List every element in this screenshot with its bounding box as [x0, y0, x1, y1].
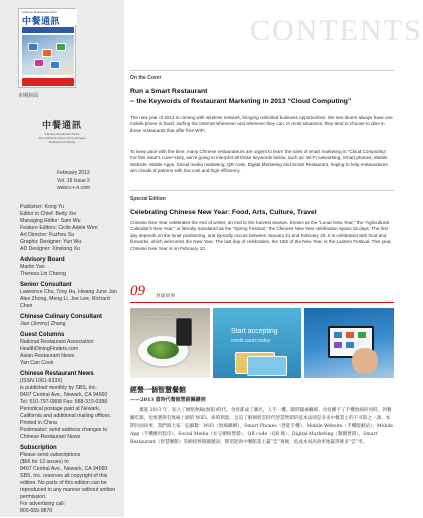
group-line: Asian Restaurant News — [20, 353, 75, 359]
group-line: Postmaster: send address changes to — [20, 427, 108, 433]
group-line: SBS, Inc. reserves all copyright of this — [20, 473, 108, 479]
masthead-staff-list — [20, 204, 122, 518]
staff-group — [20, 204, 122, 253]
cover-caption: 本期封面 — [18, 93, 39, 99]
special-edition-label: Special Edition — [130, 196, 166, 202]
cover-app-tile — [50, 61, 60, 69]
group-line: reproduced in any manner without written — [20, 487, 116, 493]
section-divider — [130, 190, 394, 191]
group-line: For advertising call: — [20, 501, 65, 507]
app-tile — [346, 342, 354, 348]
group-title: Guest Columns — [20, 332, 65, 338]
group-line: ($66 for 12 issues) to — [20, 459, 69, 465]
group-line: 800-655-9870 — [20, 508, 53, 514]
group-title: Senior Consultant — [20, 282, 72, 288]
feature-chinese-paragraph: 邁進 2013 年，迎入了網絡無線(無限)時代，食客都成了潮民，人手一機，隨時隨處聯網。食客離不了手機無線的同時，到餐廳吃飯，也要選擇有無線上網的 WiFi。與時俱進，急迫了解網絡雲時代智慧營銷的基本法則是多多中餐業主的不可缺之一課。本期封面故事，我們與大家一起細數：WiFi（無線聯網）、Smart Phones（智能手機）、Mobile Website（手機版網站）、Mobile App（手機應用程序）、Social Media（社交網絡營銷）、QR code（QR 碼）、Digital Marketing（數碼營銷）、Smart Restaurant（智慧餐館）等網絡營銷關鍵詞，期望能助中餐館業主贏“雲”萬廣，低成本而高效率地贏得眾多“雲”米。 — [130, 408, 394, 445]
group-line: Martin Yan — [20, 264, 45, 270]
cover-thumbnail[interactable] — [18, 8, 76, 88]
app-tile — [358, 332, 366, 338]
feature-divider — [130, 302, 394, 303]
staff-line: AD Designer: Xinxiong Xu — [20, 246, 80, 252]
group-line: Lawrence Chu, Tony Hu, Hwang June Jan — [20, 289, 117, 295]
group-title: Chinese Restaurant News — [20, 371, 94, 377]
cover-masthead-title: 中餐通訊 — [22, 17, 61, 27]
issue-volume: Vol. 19 Issue 2 — [57, 177, 90, 184]
contents-main — [124, 0, 423, 517]
issue-url[interactable]: www.c-r-n.com — [57, 185, 91, 191]
group-line: Jian (Jimmy) Zhang — [20, 321, 66, 327]
staff-line: Feature Editors: Cicile Adele Wen — [20, 225, 98, 231]
cover-banner — [22, 27, 74, 33]
app-tile — [334, 342, 342, 348]
advisory-board-group — [20, 256, 122, 278]
cover-footer-band — [22, 78, 74, 86]
group-line: (ISSN 1061-633X) — [20, 378, 63, 384]
sidebar — [0, 0, 124, 517]
cover-app-tile — [56, 43, 66, 51]
feature-photo-credit-cards — [213, 308, 301, 378]
page-number[interactable]: 09 — [130, 283, 145, 299]
cover-app-tile — [42, 49, 52, 57]
issue-info — [57, 170, 90, 193]
feature-photo-tablet — [304, 308, 394, 378]
hand-shape — [352, 348, 378, 374]
staff-line: Managing Editor: Sam Wu — [20, 218, 81, 224]
culinary-consultant-group — [20, 313, 122, 328]
group-line: is published monthly by SBS, Inc. — [20, 385, 97, 391]
cover-masthead — [19, 9, 77, 25]
group-line: Yan Can Cook — [20, 360, 54, 366]
credit-card-icon — [247, 356, 287, 376]
cover-story-subheadline[interactable]: -- the Keywords of Restaurant Marketing in 2013 “Cloud Computing” — [130, 98, 352, 105]
logo-english: Chinese Restaurant News — [44, 132, 80, 136]
cover-story-paragraph: To keep pace with the time, many Chinese restaurateurs are urgent to learn the rules of smart marketing in “Cloud Computing”. For this issue's cover story, we're going to interpret all those keywords below, such as: Wi-Fi networking, Smart phones, Mobile Website, Mobile Apps, Social media marketing, QR code, Digital Marketing and Smart Restaurant, hoping to help restaurateurs win clouds of patrons with low cost and high efficiency . — [130, 149, 388, 174]
group-line: Tel: 510-797-0808 Fax: 688-315-0388 — [20, 399, 108, 405]
cover-masthead-top: Chinese Restaurant News — [22, 10, 57, 14]
on-cover-label: On the Cover — [130, 75, 162, 81]
food-shape — [147, 341, 179, 359]
cover-app-tile — [34, 59, 44, 67]
guest-columns-group — [20, 331, 122, 367]
issue-date: February 2013 — [57, 170, 90, 176]
group-line: National Restaurant Association — [20, 339, 94, 345]
special-edition-paragraph: Chinese New Year celebrates the end of winter, an end to the harvest season. Known as the “Lunar New Year,” the “Agricultural Calendar's New Year,” or literally translated as the “Spring Festival,” the Chinese New Year celebration spans 15 days. The first day depends on the lunar positioning, and typically occurs between January 21 and February 20. It is celebrated with food and fireworks, which welcomes the New Year. The last day of celebration, the 15th of the New Year, is the Lantern Festival. This year, Chinese New Year is on February 10. — [130, 220, 392, 251]
staff-line: Editor in Chief: Betty Xie — [20, 211, 77, 217]
group-title: Advisory Board — [20, 257, 65, 263]
cover-image — [22, 35, 74, 75]
feature-chinese-title[interactable]: 經營一個智慧餐館 — [130, 385, 186, 394]
group-line: Chinese Restaurant News — [20, 434, 81, 440]
group-line: Please send subscriptions — [20, 452, 81, 458]
photo-text: Start accepting — [231, 328, 278, 335]
staff-line: Art Director: Fuzhou Su — [20, 232, 75, 238]
logo-chinese: 中餐通訊 — [41, 121, 82, 131]
group-line: Printed in China — [20, 420, 57, 426]
special-edition-headline[interactable]: Celebrating Chinese New Year: Food, Arts, Culture, Travel — [130, 209, 317, 216]
photo-text: credit cards today — [231, 338, 271, 344]
cover-story-headline[interactable]: Run a Smart Restaurant — [130, 88, 208, 95]
group-line: Periodical postage paid at Newark, — [20, 406, 101, 412]
staff-line: Graphic Designer: Yun Wu — [20, 239, 82, 245]
publication-logo — [34, 118, 90, 144]
group-title: Chinese Culinary Consultant — [20, 314, 103, 320]
app-tile — [346, 332, 354, 338]
logo-subtitle: The Authentic Voice of the Chinese Restaurant Industry — [38, 136, 86, 144]
photo-tag: Social Media Apps — [140, 314, 173, 319]
staff-line: Publisher: Kong Yu — [20, 204, 65, 210]
phone-icon — [176, 318, 192, 346]
section-divider — [130, 70, 394, 71]
senior-consultant-group — [20, 281, 122, 310]
group-line: Theresa Lin Cherng — [20, 271, 66, 277]
publication-info-group — [20, 370, 122, 441]
subscription-group — [20, 444, 122, 515]
group-line: permission. — [20, 494, 47, 500]
feature-photo-social-media — [130, 308, 210, 378]
group-line: HealthDiningFinders.com — [20, 346, 79, 352]
group-line: 8407 Central Ave., Newark, CA 94560 — [20, 466, 108, 472]
contents-heading: CONTENTS — [250, 14, 423, 47]
page-section-label: 封面故事 — [156, 294, 176, 299]
group-title: Subscription — [20, 445, 57, 451]
app-tile — [334, 332, 342, 338]
cover-app-tile — [28, 43, 38, 51]
cover-story-paragraph: The new year of 2013 is coming with wireless network, bringing unlimited business opportunities. We see diners always have one mobile phone in hand, surfing the Internet whenever and wherever they can. In most situations, they tend to choose to dine in those restaurants that offer free WiFi. — [130, 115, 393, 133]
group-line: 8407 Central Ave., Newark, CA 94560 — [20, 392, 108, 398]
group-line: California and additional mailing offices. — [20, 413, 112, 419]
group-line: Alex Zhong, Meng Li, Joe Lee, Richard Chen — [20, 296, 110, 309]
group-line: edition. No parts of this edition can be — [20, 480, 107, 486]
feature-chinese-subtitle: ——2013 當時代餐館營銷關鍵詞 — [130, 397, 206, 403]
